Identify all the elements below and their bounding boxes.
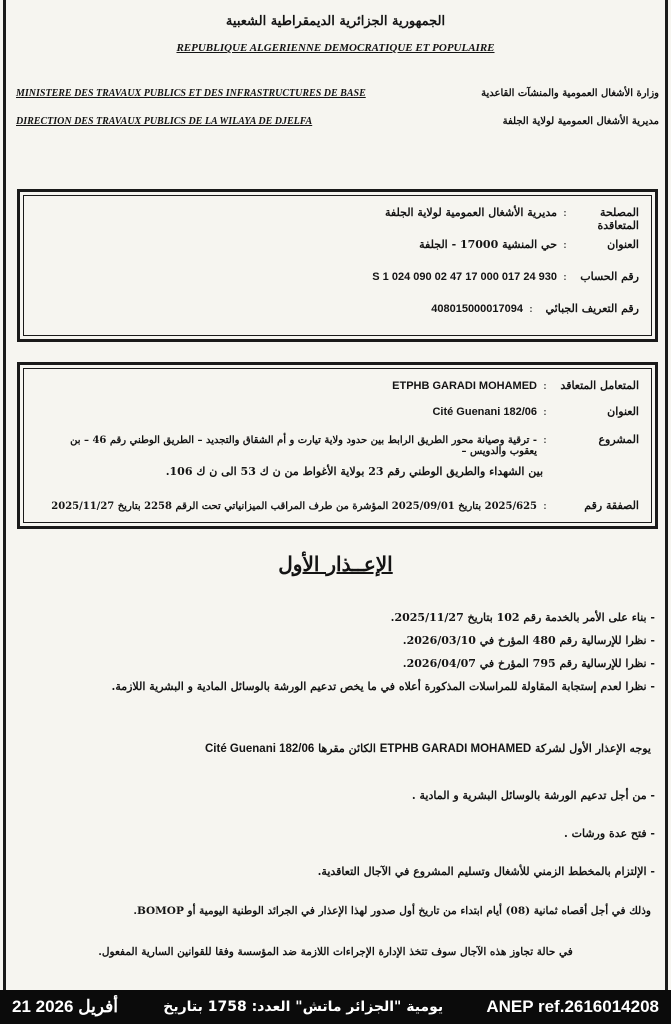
contractor-box [17,362,658,529]
tax-row [40,302,639,315]
header-republic-french: REPUBLIQUE ALGERIENNE DEMOCRATIQUE ET POPULAIRE [176,42,495,54]
header-republic-arabic: الجمهورية الجزائرية الديمقراطية الشعبية [225,14,446,29]
purpose-item: - من أجل تدعيم الورشة بالوسائل البشرية و المادية . [411,789,655,802]
recital-item: - نظرا للإرسالية رقم 795 المؤرخ في 2026/04/07. [402,657,655,670]
purpose-item: - فتح عدة ورشات . [563,827,655,840]
ministry-french: MINISTERE DES TRAVAUX PUBLICS ET DES INFRASTRUCTURES DE BASE [16,88,366,99]
left-border [3,0,6,990]
project-label: المشروع [598,433,639,446]
direction-arabic: مديرية الأشغال العمومية لولاية الجلفة [502,116,659,127]
contractor-address-value: Cité Guenani 182/06 [432,406,537,418]
service-label: المصلحة المتعاقدة [597,206,639,232]
account-value: S 1 024 090 02 47 17 000 017 24 930 [372,271,557,283]
contractor-address-row [40,405,639,418]
recital-item: - نظرا للإرسالية رقم 480 المؤرخ في 2026/03/10. [402,634,655,647]
deal-label: الصفقة رقم [584,499,639,512]
service-row [40,206,639,232]
colon: : [563,206,567,219]
recital-item: - بناء على الأمر بالخدمة رقم 102 بتاريخ 2025/11/27. [390,611,655,624]
address-label: العنوان [607,238,639,251]
colon: : [543,433,547,446]
deal-value: 2025/625 بتاريخ 2025/09/01 المؤشرة من طرف المراقب الميزانياتي تحت الرقم 2258 بتاريخ 2025/11/27 [51,501,537,512]
account-row [40,270,639,283]
address-value: حي المنشية 17000 - الجلفة [419,238,557,251]
colon: : [529,302,533,315]
notice-company: ETPHB GARADI MOHAMED [379,743,532,755]
tax-value: 408015000017094 [431,303,523,315]
tax-label: رقم التعريف الجبائي [545,302,639,315]
colon: : [543,379,547,392]
colon: : [543,405,547,418]
contractor-row [40,379,639,392]
notice-line [31,742,651,755]
publication-footer [0,990,671,1024]
project-row [40,433,639,457]
footer-date: 21 أفريل 2026 [12,997,119,1016]
purposes-list [25,786,655,900]
deal-row [40,499,639,512]
warning-paragraph: في حالة تجاوز هذه الآجال سوف تتخذ الإدارة الإجراءات اللازمة ضد المؤسسة وفقا للقوانين السارية المفعول. [98,946,573,958]
service-value: مديرية الأشغال العمومية لولاية الجلفة [384,206,557,219]
colon: : [543,499,547,512]
footer-newspaper: يومية "الجزائر ماتش" العدد: 1758 بتاريخ [163,999,444,1015]
project-line-2: بين الشهداء والطريق الوطني رقم 23 بولاية الأغواط من ن ك 53 الى ن ك 106. [165,465,543,478]
account-label: رقم الحساب [580,270,639,283]
colon: : [563,270,567,283]
notice-address: Cité Guenani 182/06 [205,743,315,755]
project-line-1: - ترقية وصيانة محور الطريق الرابط بين حدود ولاية تيارت و أم الشقاق والتجديد – الطريق الوطني رقم 46 – بن يعقوب والدويس – [70,435,537,457]
purpose-item: - الإلتزام بالمخطط الزمني للأشغال وتسليم المشروع في الآجال التعاقدية. [317,865,655,878]
deadline-paragraph: وذلك في أجل أقصاه ثمانية (08) أيام ابتداء من تاريخ أول صدور لهذا الإعذار في الجرائد الوطنية اليومية أو BOMOP. [133,905,651,917]
service-address-row [40,238,639,251]
contractor-label: المتعامل المتعاقد [560,379,639,392]
contractor-value: ETPHB GARADI MOHAMED [392,380,537,392]
direction-french: DIRECTION DES TRAVAUX PUBLICS DE LA WILAYA DE DJELFA [16,116,313,127]
contracting-service-box [17,189,658,342]
recital-item: - نظرا لعدم إستجابة المقاولة للمراسلات المذكورة أعلاه في ما يخص تدعيم الورشة بالوسائل المادية و البشرية اللازمة. [111,680,655,693]
contractor-address-label: العنوان [607,405,639,418]
notice-middle: الكائن مقرها [318,742,376,755]
colon: : [563,238,567,251]
document-title: الإعــذار الأول [278,552,393,576]
footer-anep-ref: ANEP ref.2616014208 [486,997,659,1016]
recitals-list [15,608,655,700]
notice-prefix: يوجه الإعذار الأول لشركة [535,742,651,755]
right-border [665,0,668,990]
ministry-arabic: وزارة الأشغال العمومية والمنشآت القاعدية [481,88,659,99]
